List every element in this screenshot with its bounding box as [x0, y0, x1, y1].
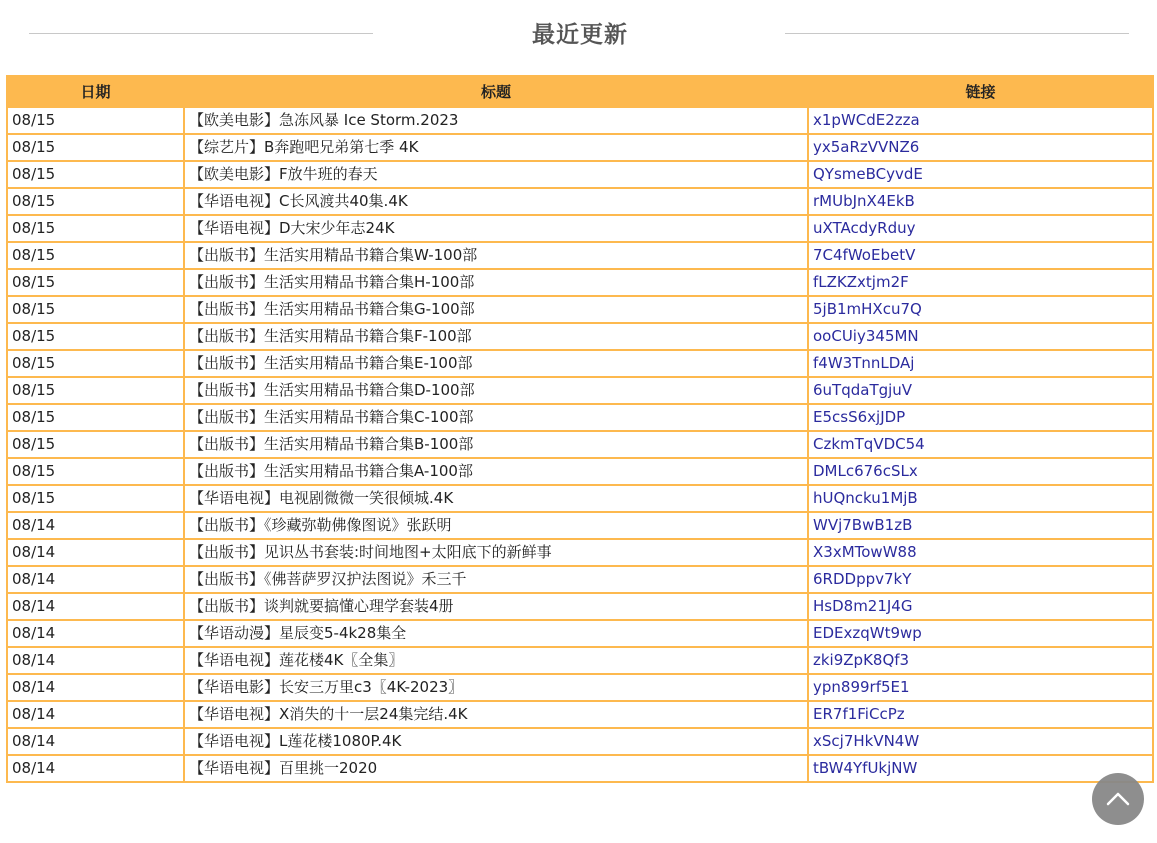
table-body	[7, 107, 1153, 782]
row-date: 08/14	[7, 701, 184, 728]
row-link[interactable]: X3xMTowW88	[808, 539, 1153, 566]
row-date: 08/14	[7, 539, 184, 566]
row-date: 08/14	[7, 647, 184, 674]
table-row	[7, 188, 1153, 215]
row-link[interactable]: tBW4YfUkjNW	[808, 755, 1153, 782]
back-to-top-button[interactable]	[1092, 773, 1144, 825]
row-link[interactable]: 6uTqdaTgjuV	[808, 377, 1153, 404]
row-title: 【出版书】见识丛书套装:时间地图+太阳底下的新鲜事	[184, 539, 808, 566]
table-row	[7, 755, 1153, 782]
row-link[interactable]: HsD8m21J4G	[808, 593, 1153, 620]
row-link[interactable]: ypn899rf5E1	[808, 674, 1153, 701]
chevron-up-icon	[1105, 787, 1131, 811]
row-title: 【出版书】生活实用精品书籍合集D-100部	[184, 377, 808, 404]
row-date: 08/15	[7, 485, 184, 512]
section-title: 最近更新	[532, 22, 628, 48]
column-header-link: 链接	[808, 76, 1153, 107]
table-row	[7, 134, 1153, 161]
row-title: 【出版书】生活实用精品书籍合集A-100部	[184, 458, 808, 485]
table-row	[7, 674, 1153, 701]
header-divider-left	[29, 33, 373, 34]
header-divider-right	[785, 33, 1129, 34]
row-title: 【综艺片】B奔跑吧兄弟第七季 4K	[184, 134, 808, 161]
row-title: 【华语电视】C长风渡共40集.4K	[184, 188, 808, 215]
table-row	[7, 107, 1153, 134]
row-link[interactable]: ER7f1FiCcPz	[808, 701, 1153, 728]
row-link[interactable]: 5jB1mHXcu7Q	[808, 296, 1153, 323]
row-title: 【华语电视】X消失的十一层24集完结.4K	[184, 701, 808, 728]
row-title: 【出版书】生活实用精品书籍合集W-100部	[184, 242, 808, 269]
row-link[interactable]: f4W3TnnLDAj	[808, 350, 1153, 377]
row-title: 【欧美电影】急冻风暴 Ice Storm.2023	[184, 107, 808, 134]
table-row	[7, 566, 1153, 593]
row-date: 08/15	[7, 242, 184, 269]
row-title: 【华语动漫】星辰变5-4k28集全	[184, 620, 808, 647]
row-date: 08/15	[7, 296, 184, 323]
row-link[interactable]: ooCUiy345MN	[808, 323, 1153, 350]
row-date: 08/15	[7, 377, 184, 404]
table-row	[7, 593, 1153, 620]
row-title: 【出版书】《佛菩萨罗汉护法图说》禾三千	[184, 566, 808, 593]
row-date: 08/14	[7, 674, 184, 701]
column-header-title: 标题	[184, 76, 808, 107]
row-link[interactable]: xScj7HkVN4W	[808, 728, 1153, 755]
row-link[interactable]: 6RDDppv7kY	[808, 566, 1153, 593]
table-row	[7, 377, 1153, 404]
table-row	[7, 512, 1153, 539]
table-row	[7, 458, 1153, 485]
row-link[interactable]: WVj7BwB1zB	[808, 512, 1153, 539]
row-link[interactable]: EDExzqWt9wp	[808, 620, 1153, 647]
row-date: 08/15	[7, 161, 184, 188]
row-date: 08/15	[7, 458, 184, 485]
column-header-date: 日期	[7, 76, 184, 107]
row-date: 08/15	[7, 269, 184, 296]
row-date: 08/15	[7, 107, 184, 134]
row-title: 【华语电视】L莲花楼1080P.4K	[184, 728, 808, 755]
section-header	[0, 0, 1157, 70]
table-row	[7, 323, 1153, 350]
row-date: 08/14	[7, 620, 184, 647]
row-title: 【华语电视】D大宋少年志24K	[184, 215, 808, 242]
row-link[interactable]: hUQncku1MjB	[808, 485, 1153, 512]
row-link[interactable]: rMUbJnX4EkB	[808, 188, 1153, 215]
row-link[interactable]: CzkmTqVDC54	[808, 431, 1153, 458]
row-date: 08/14	[7, 593, 184, 620]
row-title: 【出版书】谈判就要搞懂心理学套装4册	[184, 593, 808, 620]
table-row	[7, 296, 1153, 323]
row-title: 【出版书】生活实用精品书籍合集C-100部	[184, 404, 808, 431]
row-title: 【出版书】《珍藏弥勒佛像图说》张跃明	[184, 512, 808, 539]
table-row	[7, 647, 1153, 674]
row-date: 08/15	[7, 188, 184, 215]
row-date: 08/15	[7, 323, 184, 350]
row-link[interactable]: uXTAcdyRduy	[808, 215, 1153, 242]
row-title: 【华语电视】百里挑一2020	[184, 755, 808, 782]
table-row	[7, 215, 1153, 242]
row-date: 08/14	[7, 755, 184, 782]
row-date: 08/14	[7, 512, 184, 539]
row-title: 【欧美电影】F放牛班的春天	[184, 161, 808, 188]
table-row	[7, 539, 1153, 566]
row-link[interactable]: E5csS6xjJDP	[808, 404, 1153, 431]
row-date: 08/15	[7, 350, 184, 377]
row-link[interactable]: yx5aRzVVNZ6	[808, 134, 1153, 161]
row-link[interactable]: 7C4fWoEbetV	[808, 242, 1153, 269]
row-title: 【华语电视】莲花楼4K〖全集〗	[184, 647, 808, 674]
row-link[interactable]: DMLc676cSLx	[808, 458, 1153, 485]
table-row	[7, 350, 1153, 377]
row-title: 【华语电视】电视剧微微一笑很倾城.4K	[184, 485, 808, 512]
row-link[interactable]: zki9ZpK8Qf3	[808, 647, 1153, 674]
table-row	[7, 404, 1153, 431]
row-date: 08/15	[7, 404, 184, 431]
row-title: 【出版书】生活实用精品书籍合集H-100部	[184, 269, 808, 296]
row-link[interactable]: fLZKZxtjm2F	[808, 269, 1153, 296]
table-header-row	[7, 76, 1153, 107]
row-date: 08/15	[7, 431, 184, 458]
row-date: 08/15	[7, 134, 184, 161]
updates-table	[6, 75, 1154, 783]
table-row	[7, 701, 1153, 728]
row-link[interactable]: QYsmeBCyvdE	[808, 161, 1153, 188]
table-row	[7, 242, 1153, 269]
row-title: 【出版书】生活实用精品书籍合集G-100部	[184, 296, 808, 323]
row-date: 08/14	[7, 728, 184, 755]
updates-table-container	[6, 75, 1152, 783]
row-title: 【出版书】生活实用精品书籍合集B-100部	[184, 431, 808, 458]
row-title: 【出版书】生活实用精品书籍合集E-100部	[184, 350, 808, 377]
table-row	[7, 620, 1153, 647]
table-row	[7, 161, 1153, 188]
row-date: 08/14	[7, 566, 184, 593]
row-link[interactable]: x1pWCdE2zza	[808, 107, 1153, 134]
row-title: 【出版书】生活实用精品书籍合集F-100部	[184, 323, 808, 350]
table-row	[7, 485, 1153, 512]
table-row	[7, 269, 1153, 296]
table-row	[7, 728, 1153, 755]
row-title: 【华语电影】长安三万里c3〖4K-2023〗	[184, 674, 808, 701]
row-date: 08/15	[7, 215, 184, 242]
table-row	[7, 431, 1153, 458]
